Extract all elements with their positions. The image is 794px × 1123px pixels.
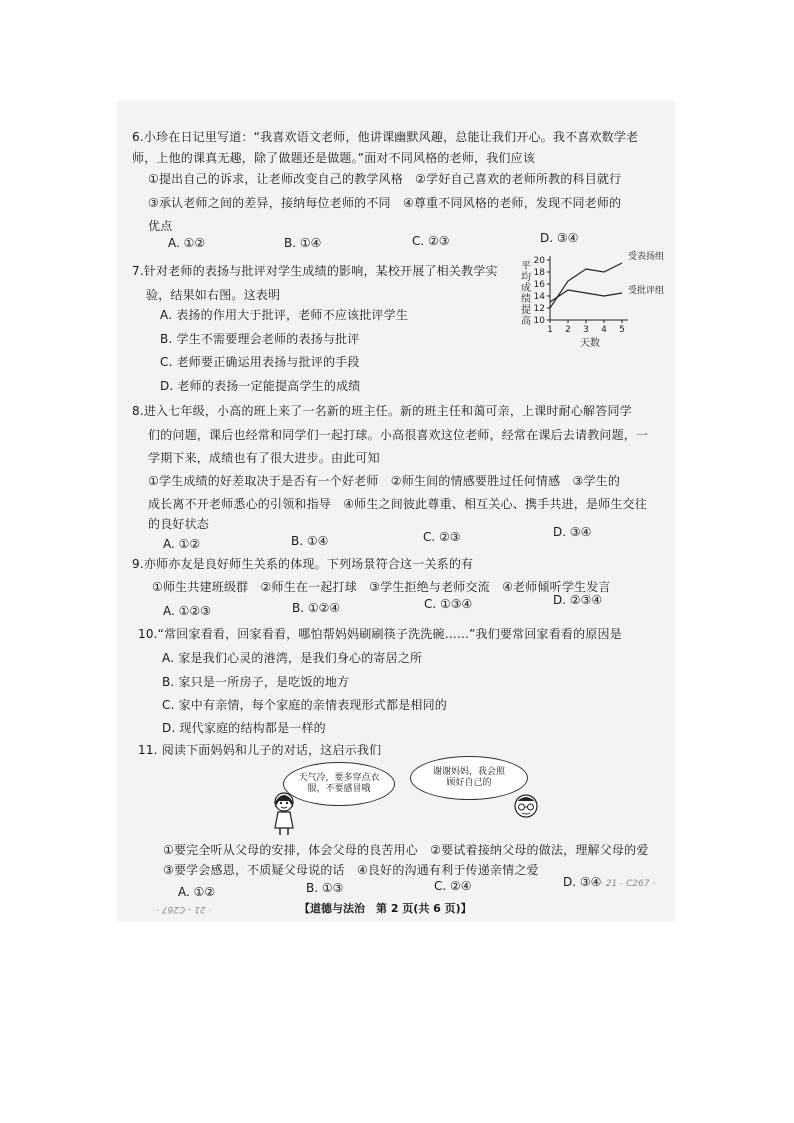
chart-y-tick-label: 14 [533, 292, 545, 302]
q10-option-b: B. 家只是一所房子，是吃饭的地方 [162, 675, 350, 689]
q7-stem-line-1: 7.针对老师的表扬与批评对学生成绩的影响，某校开展了相关教学实 [132, 264, 498, 278]
q11-stem-line-1: 11. 阅读下面妈妈和儿子的对话，这启示我们 [138, 743, 382, 757]
chart-x-tick-label: 5 [619, 325, 625, 335]
q8-stem-line-3: 学期下来，成绩也有了很大进步。由此可知 [148, 451, 380, 465]
q6-stem-line-2: 师，上他的课真无趣，除了做题还是做题。”面对不同风格的老师，我们应该 [132, 151, 536, 165]
q6-items-line-3: 优点 [148, 219, 173, 233]
q11-option-a: A. ①② [178, 885, 216, 899]
q7-line-chart [510, 244, 680, 354]
q8-items-line-1: ①学生成绩的好差取决于是否有一个好老师 ②师生间的情感要胜过任何情感 ③学生的 [148, 474, 621, 488]
chart-x-tick-label: 3 [583, 325, 589, 335]
mom-figure-icon [268, 790, 300, 836]
chart-series-label-2: 受批评组 [628, 286, 665, 296]
q8-stem-line-1: 8.进入七年级，小高的班上来了一名新的班主任。新的班主任和蔼可亲，上课时耐心解答同学 [132, 404, 632, 418]
q7-stem-line-2: 验，结果如右图。这表明 [146, 288, 281, 302]
son-speech-line-2: 顾好自己的 [446, 778, 492, 788]
q11-items-line-2: ③要学会感恩，不质疑父母说的话 ④良好的沟通有利于传递亲情之爱 [163, 863, 539, 877]
chart-x-tick-label: 1 [547, 325, 553, 335]
q9-items-line-1: ①师生共建班级群 ②师生在一起打球 ③学生拒绝与老师交流 ④老师倾听学生发言 [152, 580, 611, 594]
son-figure-icon [508, 792, 544, 822]
mom-speech-line-2: 服，不要感冒哦 [307, 784, 371, 794]
q10-option-a: A. 家是我们心灵的港湾，是我们身心的寄居之所 [162, 651, 423, 665]
q8-option-d: D. ③④ [553, 525, 592, 539]
q8-option-a: A. ①② [163, 537, 201, 551]
q8-option-b: B. ①④ [291, 534, 329, 548]
q6-option-c: C. ②③ [412, 234, 450, 248]
q8-option-c: C. ②③ [423, 530, 461, 544]
chart-y-tick-label: 20 [533, 256, 545, 266]
chart-y-tick-label: 18 [533, 268, 545, 278]
q9-stem-line-1: 9.亦师亦友是良好师生关系的体现。下列场景符合这一关系的有 [132, 557, 474, 571]
q8-items-line-2: 成长离不开老师悉心的引领和指导 ④师生之间彼此尊重、相互关心、携手共进，是师生交往 [148, 497, 647, 511]
mom-speech-line-1: 天气冷，要多穿点衣 [298, 773, 380, 783]
chart-y-tick-label: 16 [533, 280, 545, 290]
chart-y-axis-label: 平均成绩提高 [518, 260, 530, 326]
q8-stem-line-2: 们的问题，课后也经常和同学们一起打球。小高很喜欢这位老师，经常在课后去请教问题，一 [148, 428, 649, 442]
q11-option-b: B. ①③ [306, 881, 344, 895]
chart-x-axis-label: 天数 [580, 338, 600, 349]
chart-y-tick-label: 10 [533, 316, 545, 326]
footer-code-right: · 21 - C267 · [600, 879, 656, 889]
q7-option-a: A. 表扬的作用大于批评，老师不应该批评学生 [160, 308, 409, 322]
q6-option-d: D. ③④ [540, 231, 579, 245]
q6-option-b: B. ①④ [284, 236, 322, 250]
q7-option-c: C. 老师要正确运用表扬与批评的手段 [160, 355, 360, 369]
chart-series-line-1 [550, 263, 622, 308]
q10-stem-line-1: 10.“常回家看看，回家看看，哪怕帮妈妈刷刷筷子洗洗碗……”我们要常回家看看的原因是 [138, 627, 622, 641]
chart-x-tick-label: 4 [601, 325, 607, 335]
q8-items-line-3: 的良好状态 [148, 517, 210, 531]
q11-option-d: D. ③④ [563, 875, 602, 889]
q9-option-b: B. ①②④ [292, 601, 341, 615]
footer-code-left: · 21 - C267 · [156, 904, 212, 914]
q11-option-c: C. ②④ [434, 879, 472, 893]
chart-x-tick-label: 2 [565, 325, 571, 335]
q6-items-line-1: ①提出自己的诉求，让老师改变自己的教学风格 ②学好自己喜欢的老师所教的科目就行 [148, 172, 622, 186]
q7-option-b: B. 学生不需要理会老师的表扬与批评 [160, 332, 360, 346]
son-speech-line-1: 谢谢妈妈，我会照 [432, 767, 505, 777]
q6-option-a: A. ①② [168, 236, 206, 250]
q11-items-line-1: ①要完全听从父母的安排，体会父母的良苦用心 ②要试着接纳父母的做法，理解父母的爱 [163, 843, 649, 857]
chart-y-tick-label: 12 [533, 304, 545, 314]
q9-option-c: C. ①③④ [424, 597, 473, 611]
page-footer: 【道德与法治 第 2 页(共 6 页)】 [299, 902, 472, 915]
q10-option-d: D. 现代家庭的结构都是一样的 [162, 721, 326, 735]
q9-option-a: A. ①②③ [163, 604, 211, 618]
chart-series-label-1: 受表扬组 [628, 252, 665, 262]
q9-option-d: D. ②③④ [553, 593, 603, 607]
q7-option-d: D. 老师的表扬一定能提高学生的成绩 [160, 379, 361, 393]
q6-items-line-2: ③承认老师之间的差异，接纳每位老师的不同 ④尊重不同风格的老师，发现不同老师的 [148, 196, 622, 210]
q10-option-c: C. 家中有亲情，每个家庭的亲情表现形式都是相同的 [162, 698, 448, 712]
q6-stem-line-1: 6.小珍在日记里写道：“我喜欢语文老师，他讲课幽默风趣，总能让我们开心。我不喜欢数学老 [132, 130, 639, 144]
